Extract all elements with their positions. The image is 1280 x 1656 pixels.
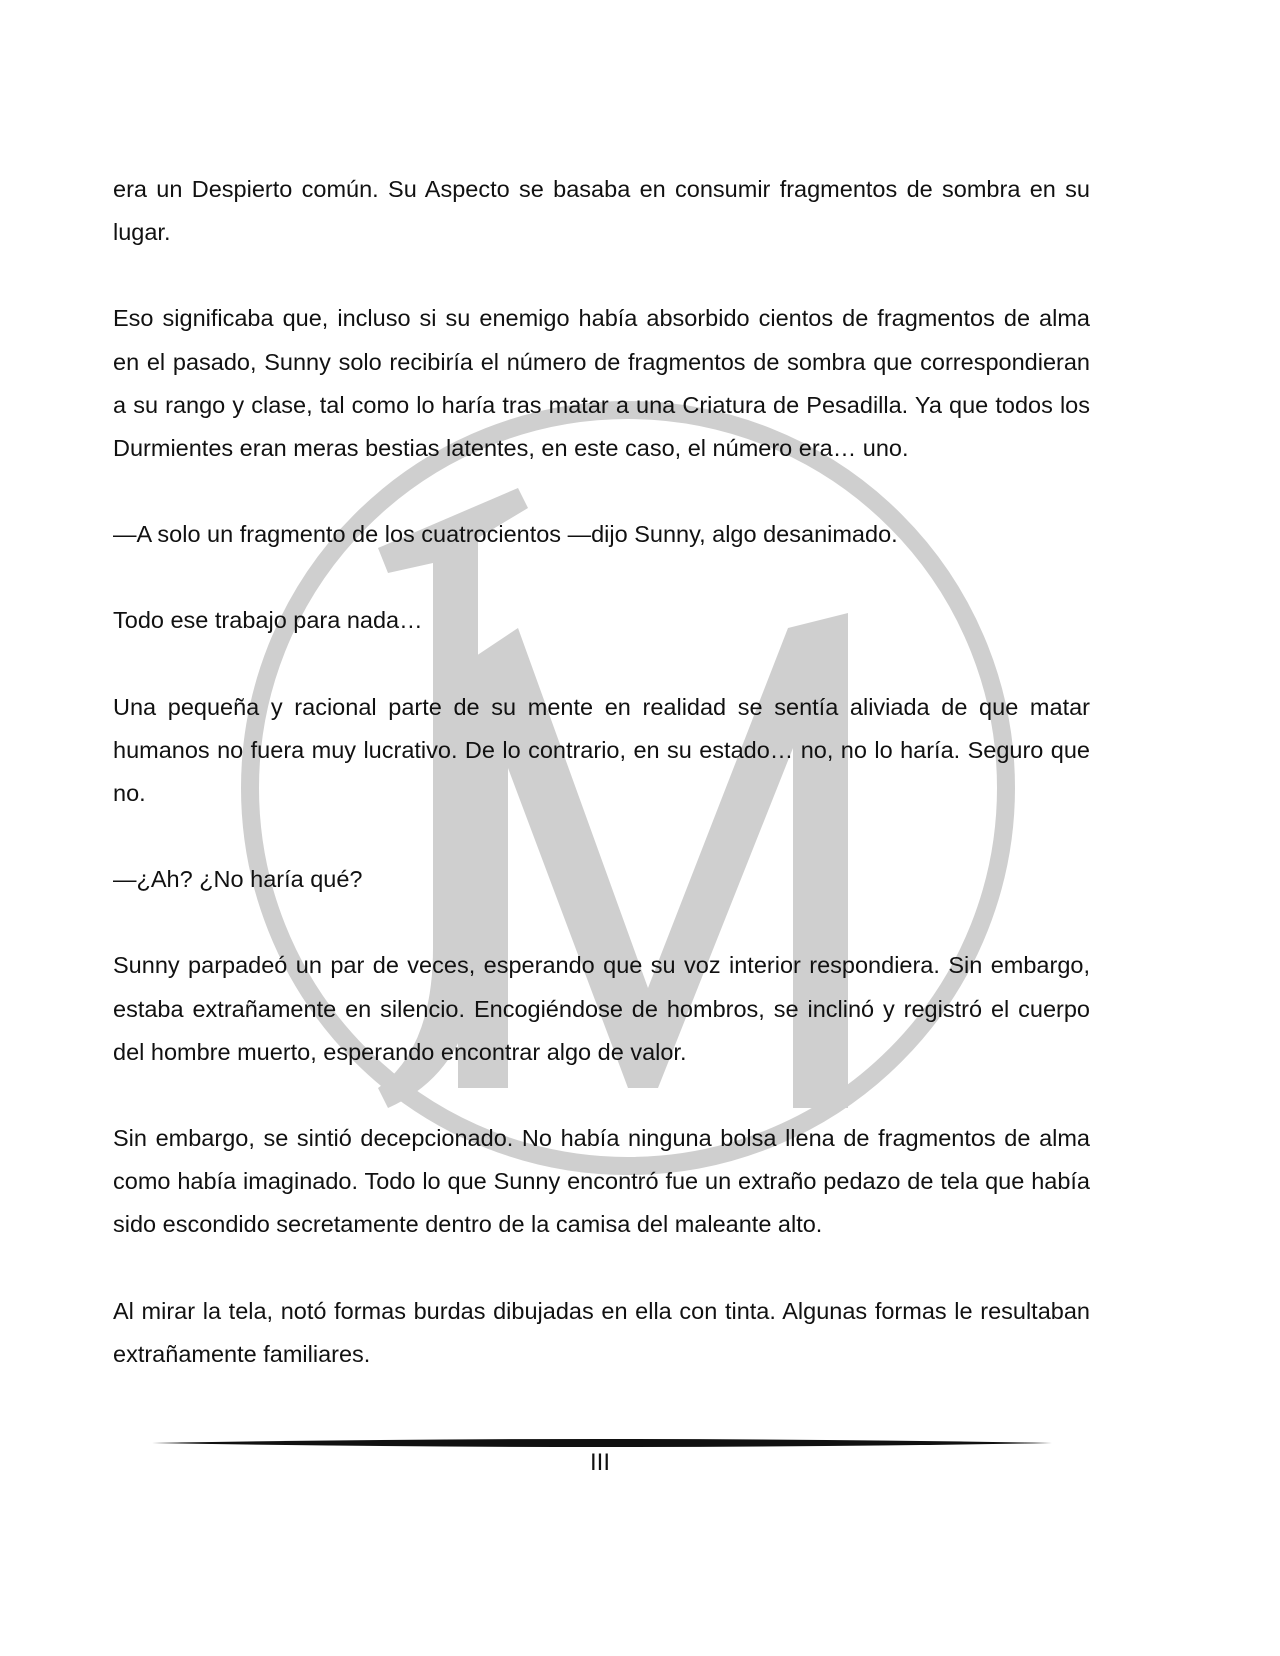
paragraph: Una pequeña y racional parte de su mente en realidad se sentía aliviada de que matar humanos no fuera muy lucrativo. De lo contrario, en su estado… no, no lo haría. Seguro que no.	[113, 693, 1090, 807]
page-body	[113, 168, 1090, 1376]
page-number: III	[589, 1449, 610, 1476]
footer-divider	[152, 1437, 1052, 1449]
paragraph: era un Despierto común. Su Aspecto se basaba en consumir fragmentos de sombra en su lugar.	[113, 176, 1090, 246]
paragraph: Eso significaba que, incluso si su enemigo había absorbido cientos de fragmentos de alma en el pasado, Sunny solo recibiría el número de fragmentos de sombra que correspondieran a su rango y clase, tal como lo haría tras matar a una Criatura de Pesadilla. Ya que todos los Durmientes eran meras bestias latentes, en este caso, el número era… uno.	[113, 305, 1090, 462]
paragraph: —¿Ah? ¿No haría qué?	[113, 866, 363, 893]
paragraph: —A solo un fragmento de los cuatrocientos —dijo Sunny, algo desanimado.	[113, 521, 898, 548]
paragraph: Al mirar la tela, notó formas burdas dibujadas en ella con tinta. Algunas formas le resultaban extrañamente familiares.	[113, 1297, 1090, 1367]
paragraph: Todo ese trabajo para nada…	[113, 607, 423, 634]
paragraph: Sunny parpadeó un par de veces, esperando que su voz interior respondiera. Sin embargo, estaba extrañamente en silencio. Encogiéndose de hombros, se inclinó y registró el cuerpo del hombre muerto, esperando encontrar algo de valor.	[113, 952, 1090, 1065]
paragraph: Sin embargo, se sintió decepcionado. No había ninguna bolsa llena de fragmentos de alma como había imaginado. Todo lo que Sunny encontró fue un extraño pedazo de tela que había sido escondido secretamente dentro de la camisa del maleante alto.	[113, 1125, 1090, 1238]
